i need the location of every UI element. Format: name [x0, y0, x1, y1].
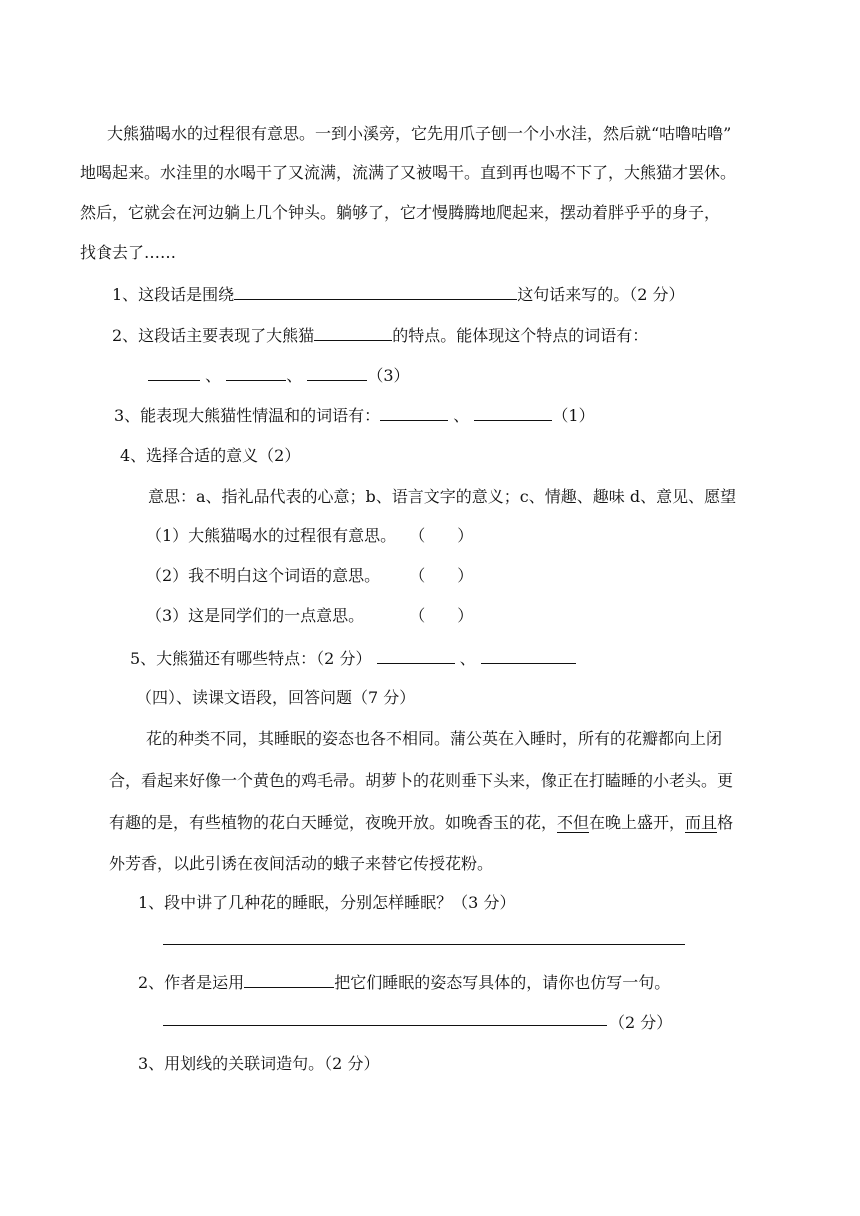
answer-blank[interactable]: [148, 365, 200, 381]
answer-line[interactable]: [163, 944, 685, 945]
question-4-item-2: [146, 566, 473, 586]
question-2-word-blanks: [148, 365, 410, 386]
item-text: （2）我不明白这个词语的意思。: [146, 566, 381, 585]
answer-parentheses[interactable]: （ ）: [409, 526, 474, 545]
question-5: [130, 648, 576, 669]
question-5-prompt: 5、大熊猫还有哪些特点：（2 分）: [130, 649, 372, 668]
passage1-line-3: 然后，它就会在河边躺上几个钟头。躺够了，它才慢腾腾地爬起来，摆动着胖乎乎的身子，: [80, 203, 721, 222]
question-4-item-3: [146, 606, 473, 626]
question-4-title: 4、选择合适的意义（2）: [120, 446, 301, 465]
separator: 、: [453, 406, 470, 425]
passage1-line-4: 找食去了……: [80, 243, 177, 262]
answer-blank[interactable]: [314, 325, 392, 341]
item-text: （3）这是同学们的一点意思。: [146, 606, 365, 625]
answer-parentheses[interactable]: （ ）: [409, 606, 474, 625]
answer-parentheses[interactable]: （ ）: [409, 566, 474, 585]
p2-question-3: 3、用划线的关联词造句。（2 分）: [138, 1054, 380, 1073]
section-4-title: （四）、读课文语段，回答问题（7 分）: [136, 688, 416, 707]
answer-line[interactable]: [163, 1025, 607, 1026]
passage2-line-2: 合，看起来好像一个黄色的鸡毛帚。胡萝卜的花则垂下头来，像正在打瞌睡的小老头。更: [109, 771, 734, 790]
question-2-suffix: 的特点。能体现这个特点的词语有：: [392, 326, 649, 345]
p2-question-2: [138, 972, 670, 993]
question-2: [112, 325, 648, 346]
question-3-prompt: 3、能表现大熊猫性情温和的词语有：: [114, 406, 381, 425]
answer-blank[interactable]: [380, 405, 448, 421]
question-1: [112, 284, 684, 305]
underlined-conjunction: 不但: [557, 813, 590, 832]
question-3: [114, 405, 595, 426]
answer-blank[interactable]: [377, 648, 455, 664]
question-2-score: （3）: [367, 366, 410, 385]
passage2-line-3-text: 在晚上盛开，: [589, 813, 686, 832]
passage2-line-3-text: 有趣的是，有些植物的花白天睡觉，夜晚开放。如晚香玉的花，: [109, 813, 558, 832]
separator: 、: [205, 366, 222, 385]
question-3-score: （1）: [552, 406, 595, 425]
p2-question-2-suffix: 把它们睡眠的姿态写具体的，请你也仿写一句。: [334, 973, 671, 992]
p2-question-2-prompt: 2、作者是运用: [138, 973, 245, 992]
question-2-prompt: 2、这段话主要表现了大熊猫: [112, 326, 315, 345]
question-4-meanings: 意思：a、指礼品代表的心意；b、语言文字的意义；c、情趣、趣味 d、意见、愿望: [148, 487, 737, 506]
answer-blank[interactable]: [234, 284, 517, 300]
answer-blank[interactable]: [481, 648, 576, 664]
question-4-item-1: [146, 526, 473, 546]
passage1-line-2: 地喝起来。水洼里的水喝干了又流满，流满了又被喝干。直到再也喝不下了，大熊猫才罢休。: [80, 163, 737, 182]
separator: 、: [286, 366, 303, 385]
underlined-conjunction: 而且: [685, 813, 718, 832]
passage2-line-4: 外芳香，以此引诱在夜间活动的蛾子来替它传授花粉。: [109, 854, 494, 873]
question-1-prompt: 1、这段话是围绕: [112, 285, 235, 304]
question-1-suffix: 这句话来写的。（2 分）: [517, 285, 685, 304]
p2-question-1: 1、段中讲了几种花的睡眠，分别怎样睡眠？（3 分）: [138, 893, 516, 912]
passage2-line-1: 花的种类不同，其睡眠的姿态也各不相同。蒲公英在入睡时，所有的花瓣都向上闭: [146, 729, 723, 748]
passage2-line-3-text: 格: [717, 813, 734, 832]
answer-blank[interactable]: [244, 972, 334, 988]
item-text: （1）大熊猫喝水的过程很有意思。: [146, 526, 397, 545]
separator: 、: [459, 649, 476, 668]
passage1-line-1: 大熊猫喝水的过程很有意思。一到小溪旁，它先用爪子刨一个小水洼，然后就“咕噜咕噜”: [107, 124, 732, 143]
answer-blank[interactable]: [474, 405, 552, 421]
p2-question-2-score: （2 分）: [609, 1013, 673, 1032]
passage2-line-3: [109, 813, 733, 833]
answer-blank[interactable]: [226, 365, 286, 381]
answer-blank[interactable]: [307, 365, 367, 381]
